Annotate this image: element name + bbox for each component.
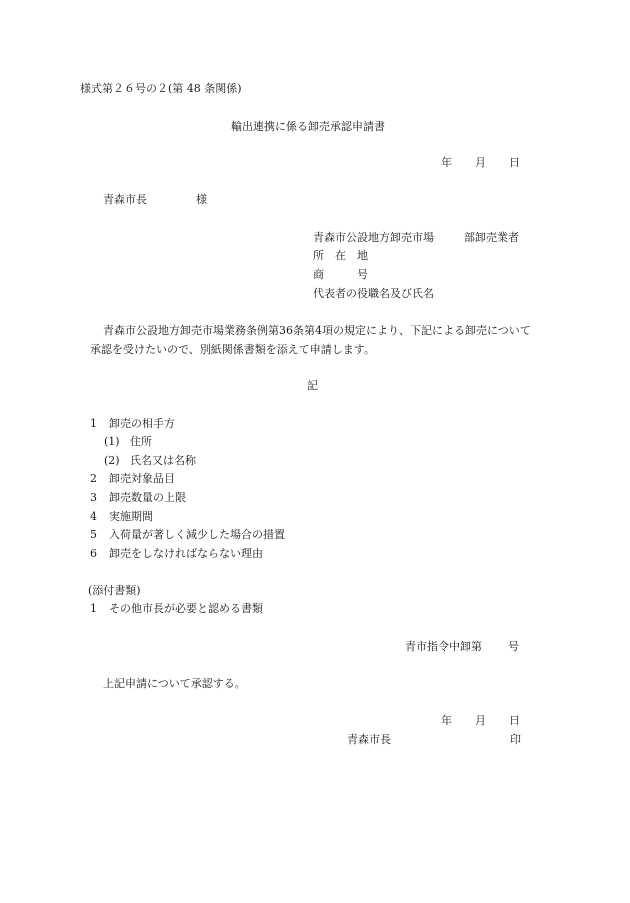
item-number: (2) [104, 454, 120, 467]
item-number: 2 [90, 472, 97, 485]
seal-mark: 印 [510, 733, 521, 746]
item-text: 住所 [130, 435, 152, 448]
approval-date [441, 714, 520, 728]
applicant-business-type: 部卸売業者 [464, 231, 519, 244]
item-text: 卸売をしなければならない理由 [109, 547, 263, 560]
attachment-number: 1 [90, 602, 97, 615]
approval-signer: 青森市長 [347, 733, 391, 746]
approval-date-month: 月 [475, 714, 486, 727]
approval-date-year: 年 [441, 714, 452, 727]
applicant-trade-name-label: 商 号 [313, 268, 368, 281]
date-month: 月 [475, 156, 486, 169]
item-number: 5 [90, 528, 97, 541]
body-line-2: 承認を受けたいので、別紙関係書類を添えて申請します。 [90, 343, 375, 356]
approval-reference [405, 640, 519, 654]
approval-date-day: 日 [509, 714, 520, 727]
item-text: 実施期間 [109, 510, 153, 523]
form-number: 様式第２６号の２(第 48 条関係) [80, 82, 242, 95]
item-number: 3 [90, 491, 97, 504]
applicant-market: 青森市公設地方卸売市場 [313, 231, 434, 244]
item-text: 入荷量が著しく減少した場合の措置 [109, 528, 285, 541]
addressee-name: 青森市長 [103, 193, 147, 206]
attachment-text: その他市長が必要と認める書類 [109, 602, 263, 615]
attachments-heading: (添付書類) [88, 584, 141, 597]
item-text: 卸売数量の上限 [109, 491, 186, 504]
approval-statement: 上記申請について承認する。 [103, 677, 246, 690]
document-title: 輸出連携に係る卸売承認申請書 [231, 120, 385, 133]
date-year: 年 [441, 156, 452, 169]
date-day: 日 [509, 156, 520, 169]
item-number: 1 [90, 417, 97, 430]
body-line-1: 青森市公設地方卸売市場業務条例第36条第4項の規定により、下記による卸売について [103, 324, 531, 337]
ki-heading: 記 [307, 379, 318, 392]
item-text: 氏名又は名称 [130, 454, 196, 467]
addressee-honorific: 様 [196, 193, 207, 206]
applicant-representative-label: 代表者の役職名及び氏名 [313, 287, 434, 300]
item-number: 4 [90, 510, 97, 523]
item-number: (1) [104, 435, 120, 448]
approval-ref-suffix: 号 [508, 640, 519, 653]
date-top [441, 156, 520, 170]
item-text: 卸売の相手方 [109, 417, 175, 430]
item-text: 卸売対象品目 [109, 472, 175, 485]
applicant-address-label: 所 在 地 [313, 249, 368, 262]
item-number: 6 [90, 547, 97, 560]
approval-ref-prefix: 青市指令中卸第 [405, 640, 482, 653]
